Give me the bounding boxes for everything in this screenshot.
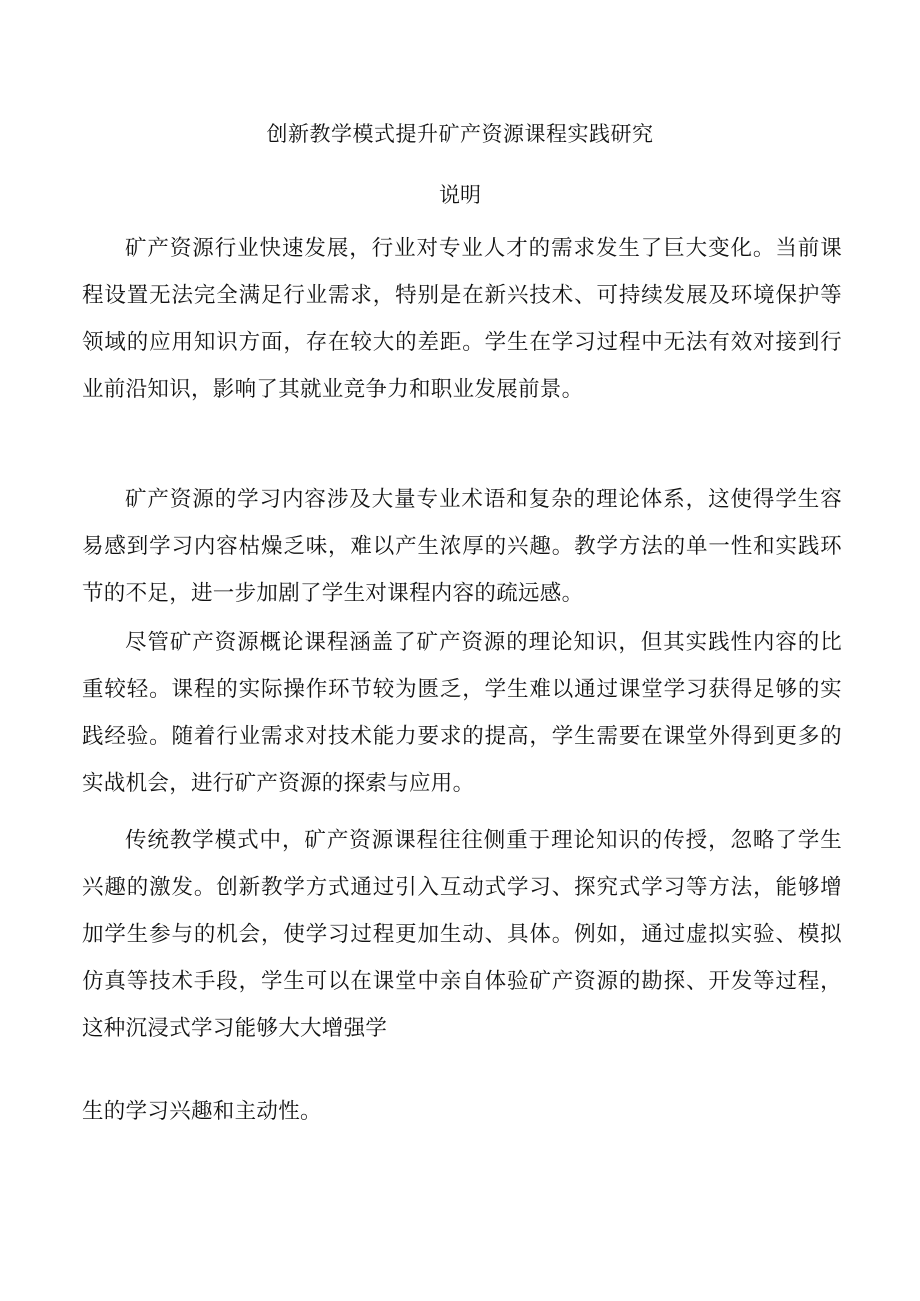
paragraph-1: 矿产资源行业快速发展，行业对专业人才的需求发生了巨大变化。当前课程设置无法完全满足行业需求，特别是在新兴技术、可持续发展及环境保护等领域的应用知识方面，存在较大的差距。学生在学习过程中无法有效对接到行业前沿知识，影响了其就业竞争力和职业发展前景。 <box>82 236 842 402</box>
paragraph-3: 尽管矿产资源概论课程涵盖了矿产资源的理论知识，但其实践性内容的比重较轻。课程的实际操作环节较为匮乏，学生难以通过课堂学习获得足够的实践经验。随着行业需求对技术能力要求的提高，学生需要在课堂外得到更多的实战机会，进行矿产资源的探索与应用。 <box>82 630 842 796</box>
paragraph-4: 传统教学模式中，矿产资源课程往往侧重于理论知识的传授，忽略了学生兴趣的激发。创新教学方式通过引入互动式学习、探究式学习等方法，能够增加学生参与的机会，使学习过程更加生动、具体。例如，通过虚拟实验、模拟仿真等技术手段，学生可以在课堂中亲自体验矿产资源的勘探、开发等过程，这种沉浸式学习能够大大增强学 <box>82 828 842 1041</box>
paragraph-4-continuation: 生的学习兴趣和主动性。 <box>82 1099 322 1124</box>
paragraph-2: 矿产资源的学习内容涉及大量专业术语和复杂的理论体系，这使得学生容易感到学习内容枯燥乏味，难以产生浓厚的兴趣。教学方法的单一性和实践环节的不足，进一步加剧了学生对课程内容的疏远感。 <box>82 487 842 606</box>
document-title: 创新教学模式提升矿产资源课程实践研究 <box>266 122 654 146</box>
section-heading: 说明 <box>439 183 481 207</box>
